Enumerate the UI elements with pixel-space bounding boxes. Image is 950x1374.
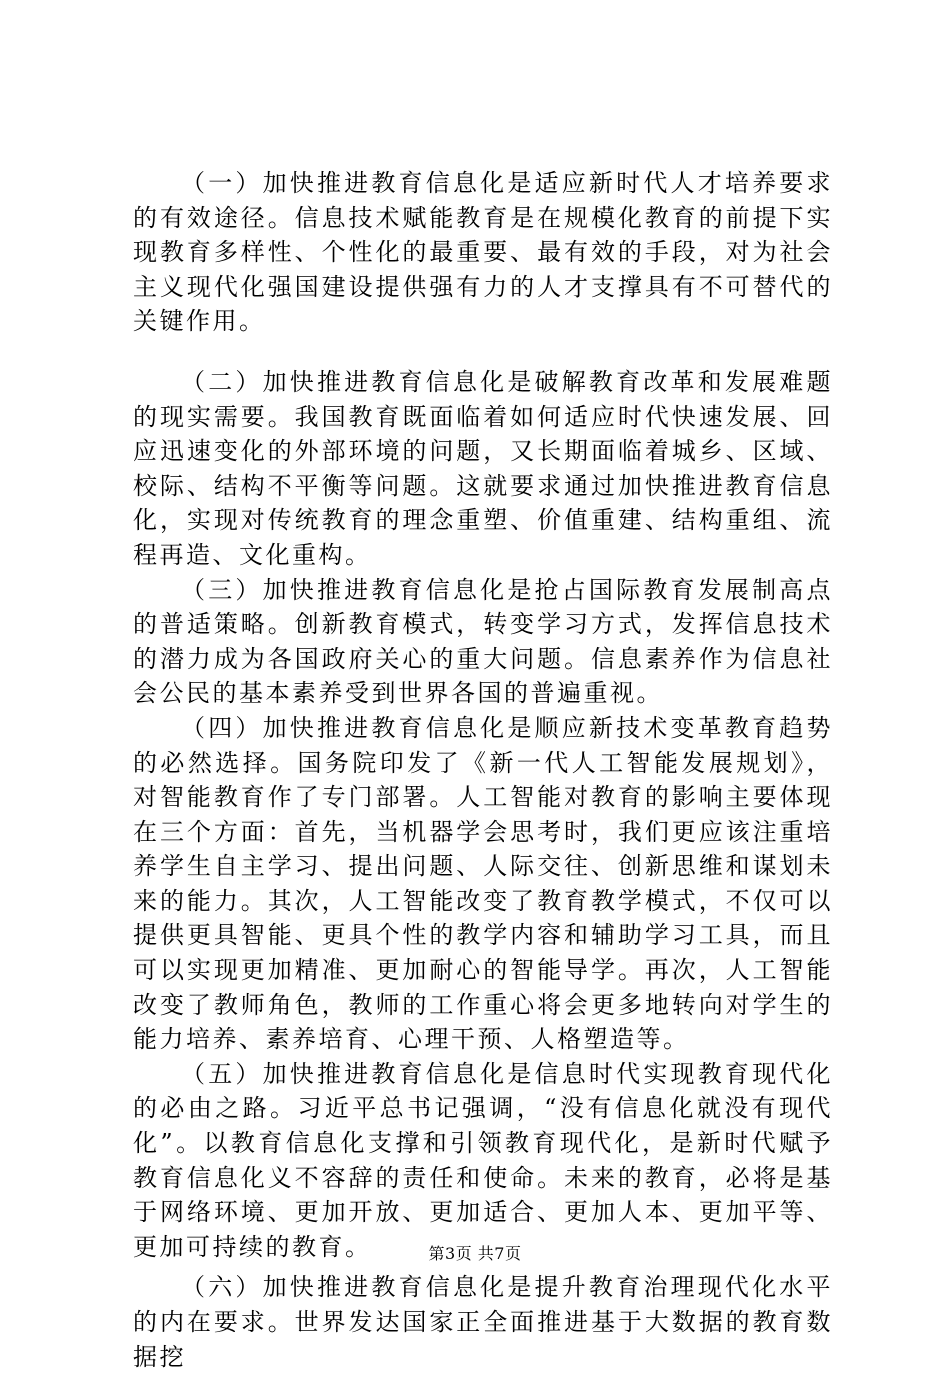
paragraph-5: （五）加快推进教育信息化是信息时代实现教育现代化的必由之路。习近平总书记强调，“没有信息化就没有现代化”。以教育信息化支撑和引领教育现代化，是新时代赋予教育信息化义不容辞的责任和使命。未来的教育，必将是基于网络环境、更加开放、更加适合、更加人本、更加平等、更加可持续的教育。 [133,1059,833,1261]
page-footer: 第3页 共7页 [428,1244,522,1263]
paragraph-4: （四）加快推进教育信息化是顺应新技术变革教育趋势的必然选择。国务院印发了《新一代人工智能发展规划》，对智能教育作了专门部署。人工智能对教育的影响主要体现在三个方面：首先，当机器学会思考时，我们更应该注重培养学生自主学习、提出问题、人际交往、创新思维和谋划未来的能力。其次，人工智能改变了教育教学模式，不仅可以提供更具智能、更具个性的教学内容和辅助学习工具，而且可以实现更加精准、更加耐心的智能导学。再次，人工智能改变了教师角色，教师的工作重心将会更多地转向对学生的能力培养、素养培育、心理干预、人格塑造等。 [133,713,833,1054]
paragraph-2: （二）加快推进教育信息化是破解教育改革和发展难题的现实需要。我国教育既面临着如何适应时代快速发展、回应迅速变化的外部环境的问题，又长期面临着城乡、区域、校际、结构不平衡等问题。这就要求通过加快推进教育信息化，实现对传统教育的理念重塑、价值重建、结构重组、流程再造、文化重构。 [133,367,833,569]
paragraph-1: （一）加快推进教育信息化是适应新时代人才培养要求的有效途径。信息技术赋能教育是在规模化教育的前提下实现教育多样性、个性化的最重要、最有效的手段，对为社会主义现代化强国建设提供强有力的人才支撑具有不可替代的关键作用。 [133,169,833,336]
paragraph-6: （六）加快推进教育信息化是提升教育治理现代化水平的内在要求。世界发达国家正全面推进基于大数据的教育数据挖 [133,1273,833,1371]
paragraph-3: （三）加快推进教育信息化是抢占国际教育发展制高点的普适策略。创新教育模式，转变学习方式，发挥信息技术的潜力成为各国政府关心的重大问题。信息素养作为信息社会公民的基本素养受到世界各国的普遍重视。 [133,575,833,708]
document-body [133,166,833,1374]
